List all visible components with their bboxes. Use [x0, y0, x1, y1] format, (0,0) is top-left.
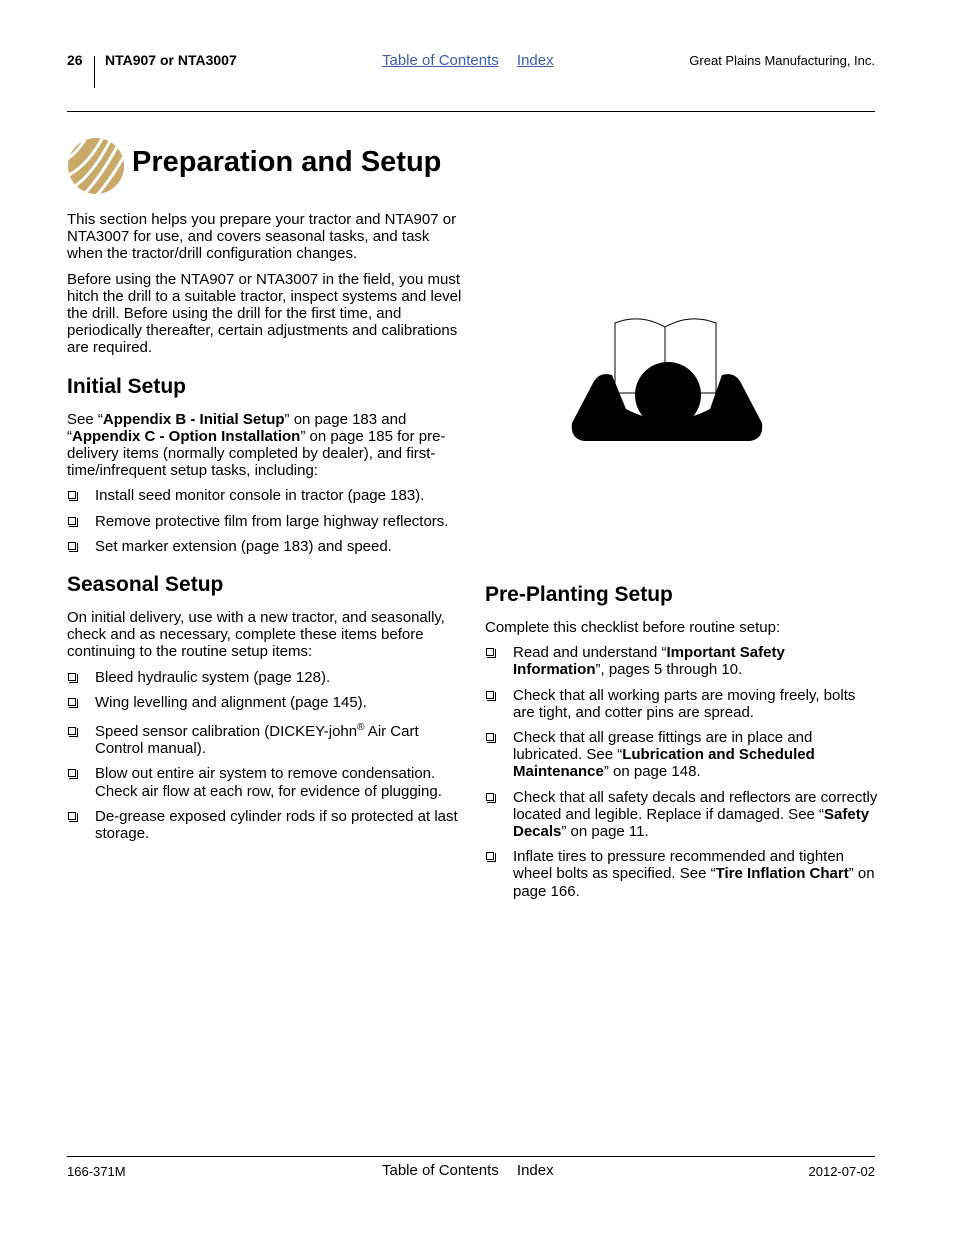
checklist-item: Read and understand “Important Safety Information”, pages 5 through 10. — [485, 644, 880, 678]
checkbox-icon — [486, 648, 494, 656]
checklist-item: Inflate tires to pressure recommended and tighten wheel bolts as specified. See “Tire Inflation Chart” on page 166. — [485, 848, 880, 900]
right-column — [485, 583, 880, 908]
page-title: Preparation and Setup — [132, 146, 442, 178]
checklist-item: Bleed hydraulic system (page 128). — [67, 669, 462, 686]
appendix-c-ref: Appendix C - Option Installation — [72, 427, 301, 445]
page-number: 26 — [67, 52, 83, 68]
company-name: Great Plains Manufacturing, Inc. — [689, 53, 875, 68]
checkbox-icon — [68, 698, 76, 706]
checklist-item: Remove protective film from large highway reflectors. — [67, 513, 462, 530]
pre-planting-heading: Pre-Planting Setup — [485, 583, 673, 606]
great-plains-logo-icon — [67, 137, 125, 195]
checklist-item: Blow out entire air system to remove condensation. Check air flow at each row, for evidence of plugging. — [67, 765, 462, 799]
checkbox-icon — [68, 769, 76, 777]
checklist-item: Set marker extension (page 183) and speed. — [67, 538, 462, 555]
checklist-item: Speed sensor calibration (DICKEY-john® Air Cart Control manual). — [67, 723, 462, 757]
initial-setup-checklist — [67, 487, 462, 555]
checkbox-icon — [486, 691, 494, 699]
index-link[interactable]: Index — [516, 52, 554, 69]
model-title: NTA907 or NTA3007 — [105, 52, 237, 68]
checkbox-icon — [486, 733, 494, 741]
checkbox-icon — [68, 727, 76, 735]
checklist-item: Check that all safety decals and reflectors are correctly located and legible. Replace if damaged. See “Safety Decals” on page 11. — [485, 789, 880, 841]
left-column — [67, 211, 462, 850]
checklist-item: Install seed monitor console in tractor (page 183). — [67, 487, 462, 504]
intro-paragraph-2: Before using the NTA907 or NTA3007 in the field, you must hitch the drill to a suitable tractor, inspect systems and level the drill. Before using the drill for the first time, and periodically thereafter, certain adjustments and calibrations are required. — [67, 270, 462, 357]
checkbox-icon — [68, 517, 76, 525]
checklist-item: De-grease exposed cylinder rods if so protected at last storage. — [67, 808, 462, 842]
doc-number: 166-371M — [67, 1164, 126, 1179]
footer-nav — [382, 1162, 568, 1179]
checklist-item: Check that all working parts are moving freely, bolts are tight, and cotter pins are spread. — [485, 687, 880, 721]
checklist-item: Wing levelling and alignment (page 145). — [67, 694, 462, 711]
header-rule — [67, 111, 875, 112]
pre-planting-intro: Complete this checklist before routine setup: — [485, 619, 781, 636]
header-nav — [382, 52, 568, 69]
footer-toc-link[interactable]: Table of Contents — [382, 1162, 499, 1179]
intro-paragraph-1: This section helps you prepare your tractor and NTA907 or NTA3007 for use, and covers seasonal tasks, and task when the tractor/drill configuration changes. — [67, 211, 457, 263]
seasonal-setup-checklist — [67, 669, 462, 843]
footer-index-link[interactable]: Index — [516, 1162, 554, 1179]
footer-rule — [67, 1156, 875, 1157]
appendix-b-ref: Appendix B - Initial Setup — [102, 410, 285, 428]
doc-date: 2012-07-02 — [808, 1164, 875, 1179]
seasonal-setup-intro: On initial delivery, use with a new tractor, and seasonally, check and as necessary, complete these items before continuing to the routine setup items: — [67, 609, 445, 661]
checkbox-icon — [68, 673, 76, 681]
pre-planting-checklist — [485, 644, 880, 900]
person-reading-manual-icon — [570, 313, 764, 449]
checkbox-icon — [68, 491, 76, 499]
checkbox-icon — [486, 852, 494, 860]
header-divider — [94, 56, 95, 88]
initial-setup-intro: See “Appendix B - Initial Setup” on page 183 and “Appendix C - Option Installation” on page 185 for pre-delivery items (normally completed by dealer), and first-time/infrequent setup tasks, including: — [67, 410, 446, 480]
toc-link[interactable]: Table of Contents — [382, 52, 499, 69]
checkbox-icon — [68, 542, 76, 550]
seasonal-setup-heading: Seasonal Setup — [67, 573, 224, 597]
initial-setup-heading: Initial Setup — [67, 374, 187, 398]
checkbox-icon — [486, 793, 494, 801]
checklist-item: Check that all grease fittings are in place and lubricated. See “Lubrication and Scheduled Maintenance” on page 148. — [485, 729, 880, 781]
checkbox-icon — [68, 812, 76, 820]
